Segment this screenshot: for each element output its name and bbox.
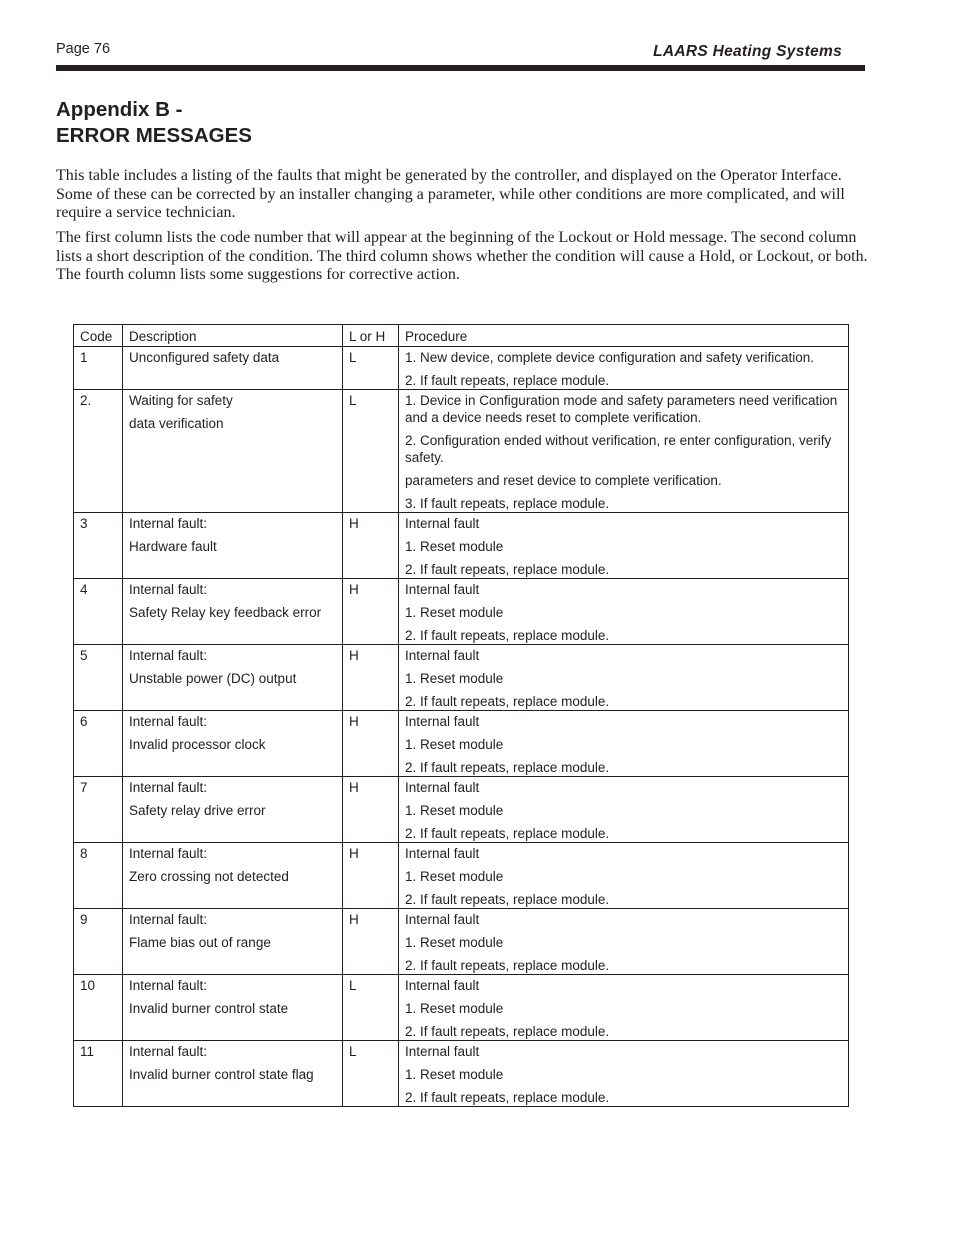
code-cell-value: 4 [80, 582, 88, 597]
code-cell-value: 6 [80, 714, 88, 729]
code-cell [74, 347, 123, 390]
procedure-cell-line: 2. If fault repeats, replace module. [405, 373, 610, 388]
description-cell [123, 390, 343, 513]
description-cell-line: Unconfigured safety data [129, 350, 280, 365]
procedure-cell-line: 2. If fault repeats, replace module. [405, 958, 610, 973]
procedure-cell-line: Internal fault [405, 582, 480, 597]
description-cell [123, 1041, 343, 1107]
procedure-cell [399, 347, 849, 390]
lockout-hold-cell-value: H [349, 714, 359, 729]
description-cell-line: Invalid burner control state [129, 1001, 289, 1016]
description-cell-line: Safety relay drive error [129, 803, 266, 818]
lockout-hold-cell [343, 975, 399, 1041]
column-header-description: Description [123, 325, 343, 347]
procedure-cell-line: 2. If fault repeats, replace module. [405, 562, 610, 577]
code-cell-value: 7 [80, 780, 88, 795]
procedure-cell [399, 711, 849, 777]
description-cell-line: Safety Relay key feedback error [129, 605, 322, 620]
procedure-cell [399, 1041, 849, 1107]
procedure-cell [399, 909, 849, 975]
procedure-cell-line: Internal fault [405, 846, 480, 861]
code-cell-value: 1 [80, 350, 88, 365]
description-cell-line: data verification [129, 416, 224, 431]
lockout-hold-cell [343, 513, 399, 579]
code-cell-value: 10 [80, 978, 96, 993]
code-cell-value: 2. [80, 393, 92, 408]
intro-paragraph-2: The first column lists the code number that will appear at the beginning of the Lockout or Hold message. The second column lists a short description of the condition. The third column shows whether the condition will cause a Hold, or Lockout, or both. The fourth column lists some suggestions for corrective action. [56, 229, 868, 284]
lockout-hold-cell-value: L [349, 1044, 357, 1059]
procedure-cell [399, 843, 849, 909]
description-cell [123, 579, 343, 645]
description-cell [123, 347, 343, 390]
procedure-cell-line: 1. Device in Configuration mode and safety parameters need verification and a device needs reset to complete verification. [405, 393, 838, 425]
description-cell [123, 777, 343, 843]
lockout-hold-cell-value: L [349, 350, 357, 365]
page-number: Page 76 [56, 41, 111, 57]
description-cell-line: Hardware fault [129, 539, 217, 554]
procedure-cell-line: 2. If fault repeats, replace module. [405, 1090, 610, 1105]
procedure-cell [399, 645, 849, 711]
procedure-cell-line: 2. If fault repeats, replace module. [405, 1024, 610, 1039]
description-cell-line: Internal fault: [129, 1044, 208, 1059]
procedure-cell [399, 579, 849, 645]
description-cell-line: Flame bias out of range [129, 935, 271, 950]
code-cell-value: 5 [80, 648, 88, 663]
procedure-cell-line: 1. Reset module [405, 539, 504, 554]
description-cell-line: Invalid burner control state flag [129, 1067, 314, 1082]
procedure-cell-line: 1. Reset module [405, 671, 504, 686]
procedure-cell-line: parameters and reset device to complete verification. [405, 473, 722, 488]
procedure-cell-line: 1. Reset module [405, 1001, 504, 1016]
procedure-cell-line: 1. Reset module [405, 935, 504, 950]
procedure-cell-line: 2. Configuration ended without verification, re enter configuration, verify safety. [405, 433, 832, 465]
description-cell-line: Invalid processor clock [129, 737, 266, 752]
procedure-cell-line: 1. Reset module [405, 737, 504, 752]
procedure-cell-line: 1. Reset module [405, 869, 504, 884]
lockout-hold-cell [343, 579, 399, 645]
procedure-cell-line: Internal fault [405, 912, 480, 927]
description-cell-line: Internal fault: [129, 912, 208, 927]
lockout-hold-cell [343, 347, 399, 390]
lockout-hold-cell-value: H [349, 582, 359, 597]
table-row [74, 513, 849, 579]
table-row [74, 645, 849, 711]
code-cell-value: 9 [80, 912, 88, 927]
description-cell-line: Internal fault: [129, 714, 208, 729]
lockout-hold-cell-value: H [349, 648, 359, 663]
description-cell [123, 645, 343, 711]
description-cell [123, 843, 343, 909]
lockout-hold-cell [343, 909, 399, 975]
code-cell-value: 11 [80, 1044, 95, 1059]
table-row [74, 777, 849, 843]
column-header-l-or-h: L or H [343, 325, 399, 347]
procedure-cell-line: Internal fault [405, 648, 480, 663]
header-rule [56, 65, 865, 71]
procedure-cell-line: 3. If fault repeats, replace module. [405, 496, 610, 511]
description-cell-line: Internal fault: [129, 846, 208, 861]
procedure-cell-line: 1. New device, complete device configuration and safety verification. [405, 350, 814, 365]
code-cell [74, 711, 123, 777]
procedure-cell-line: Internal fault [405, 1044, 480, 1059]
procedure-cell-line: Internal fault [405, 714, 480, 729]
description-cell [123, 711, 343, 777]
table-row [74, 1041, 849, 1107]
title-line-2: ERROR MESSAGES [56, 124, 252, 147]
procedure-cell-line: Internal fault [405, 780, 480, 795]
code-cell [74, 513, 123, 579]
lockout-hold-cell [343, 390, 399, 513]
procedure-cell [399, 777, 849, 843]
description-cell-line: Internal fault: [129, 780, 208, 795]
procedure-cell-line: 2. If fault repeats, replace module. [405, 694, 610, 709]
table-row [74, 390, 849, 513]
intro-paragraph-1: This table includes a listing of the faults that might be generated by the controller, and displayed on the Operator Interface. Some of these can be corrected by an installer changing a parameter, while other conditions are more complicated, and will require a service technician. [56, 167, 845, 222]
table-row [74, 909, 849, 975]
description-cell-line: Zero crossing not detected [129, 869, 289, 884]
code-cell [74, 777, 123, 843]
procedure-cell-line: 1. Reset module [405, 605, 504, 620]
procedure-cell [399, 390, 849, 513]
lockout-hold-cell-value: H [349, 780, 359, 795]
procedure-cell-line: 2. If fault repeats, replace module. [405, 892, 610, 907]
procedure-cell [399, 513, 849, 579]
code-cell-value: 3 [80, 516, 88, 531]
table-row [74, 843, 849, 909]
code-cell [74, 579, 123, 645]
lockout-hold-cell-value: H [349, 846, 359, 861]
code-cell [74, 1041, 123, 1107]
table-row [74, 579, 849, 645]
lockout-hold-cell-value: H [349, 516, 359, 531]
lockout-hold-cell [343, 843, 399, 909]
description-cell-line: Waiting for safety [129, 393, 233, 408]
description-cell [123, 513, 343, 579]
code-cell [74, 975, 123, 1041]
table-row [74, 711, 849, 777]
description-cell [123, 909, 343, 975]
column-header-code: Code [74, 325, 123, 347]
description-cell-line: Internal fault: [129, 582, 208, 597]
lockout-hold-cell-value: H [349, 912, 359, 927]
procedure-cell-line: 2. If fault repeats, replace module. [405, 628, 610, 643]
lockout-hold-cell-value: L [349, 978, 357, 993]
procedure-cell-line: 2. If fault repeats, replace module. [405, 760, 610, 775]
description-cell-line: Internal fault: [129, 648, 208, 663]
code-cell-value: 8 [80, 846, 88, 861]
lockout-hold-cell [343, 1041, 399, 1107]
code-cell [74, 909, 123, 975]
table-body [74, 347, 849, 1107]
description-cell-line: Internal fault: [129, 978, 208, 993]
title-line-1: Appendix B - [56, 98, 183, 121]
description-cell [123, 975, 343, 1041]
procedure-cell-line: 1. Reset module [405, 803, 504, 818]
procedure-cell-line: Internal fault [405, 978, 480, 993]
description-cell-line: Unstable power (DC) output [129, 671, 297, 686]
table-row [74, 347, 849, 390]
code-cell [74, 843, 123, 909]
table-header-row [74, 325, 849, 347]
procedure-cell-line: 2. If fault repeats, replace module. [405, 826, 610, 841]
brand-name: LAARS Heating Systems [653, 43, 842, 60]
table-row [74, 975, 849, 1041]
procedure-cell-line: Internal fault [405, 516, 480, 531]
lockout-hold-cell-value: L [349, 393, 357, 408]
code-cell [74, 390, 123, 513]
lockout-hold-cell [343, 645, 399, 711]
column-header-procedure: Procedure [399, 325, 849, 347]
error-messages-table [73, 324, 849, 1107]
lockout-hold-cell [343, 711, 399, 777]
description-cell-line: Internal fault: [129, 516, 208, 531]
lockout-hold-cell [343, 777, 399, 843]
page-title [56, 97, 252, 149]
procedure-cell [399, 975, 849, 1041]
code-cell [74, 645, 123, 711]
procedure-cell-line: 1. Reset module [405, 1067, 504, 1082]
